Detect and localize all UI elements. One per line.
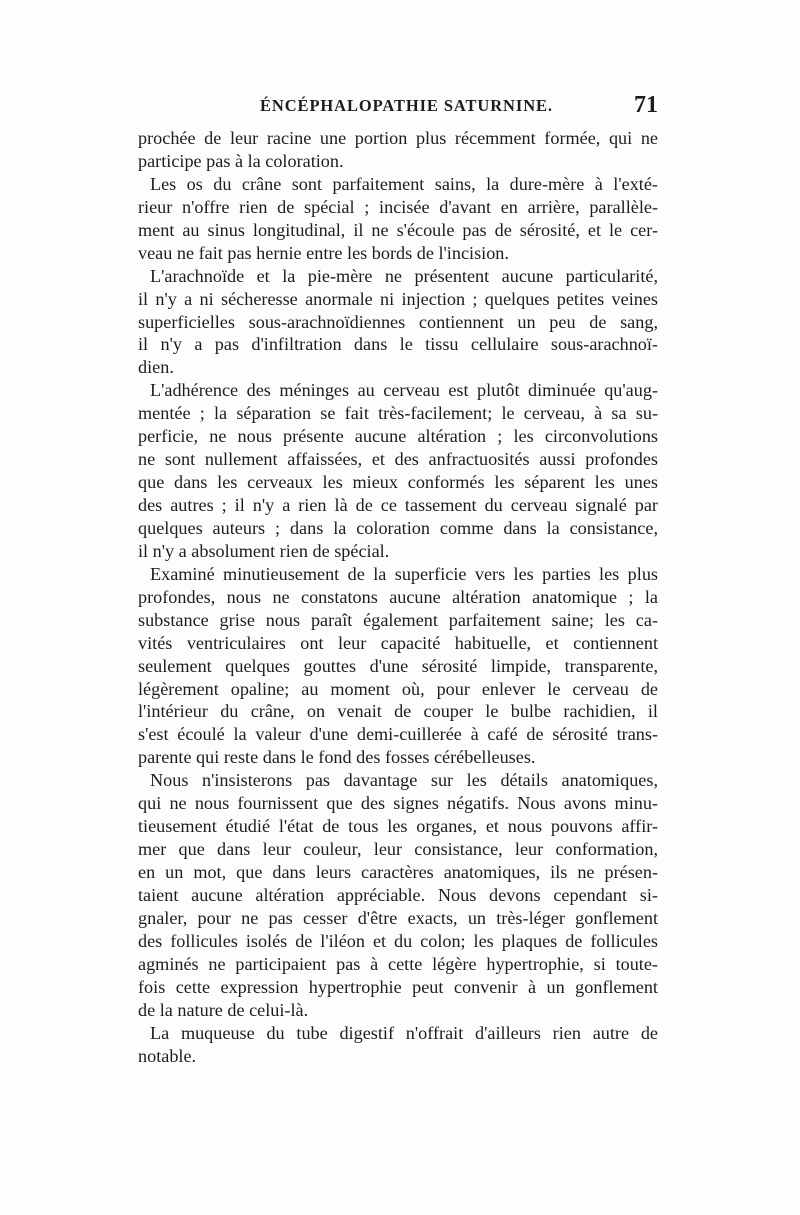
text-line: agminés ne participaient pas à cette légère hypertrophie, si toute- xyxy=(138,953,658,974)
body-text xyxy=(138,127,658,1067)
text-line: des autres ; il n'y a rien là de ce tassement du cerveau signalé par xyxy=(138,495,658,515)
text-line: mentée ; la séparation se fait très-facilement; le cerveau, à sa su- xyxy=(138,403,658,424)
text-line: que dans les cerveaux les mieux conformés les séparent les unes xyxy=(138,472,658,493)
text-line: L'adhérence des méninges au cerveau est plutôt diminuée qu'aug- xyxy=(150,380,658,401)
text-line: substance grise nous paraît également parfaitement saine; les ca- xyxy=(138,609,658,630)
text-line: taient aucune altération appréciable. Nous devons cependant si- xyxy=(138,884,658,905)
text-line: rieur n'offre rien de spécial ; incisée d'avant en arrière, parallèle- xyxy=(138,196,658,217)
text-line: il n'y a absolument rien de spécial. xyxy=(138,540,390,561)
text-line: notable. xyxy=(138,1045,197,1066)
text-line: Examiné minutieusement de la superficie vers les parties les plus xyxy=(150,563,658,584)
text-line: ne sont nullement affaissées, et des anfractuosités aussi profondes xyxy=(138,449,658,470)
text-line: Nous n'insisterons pas davantage sur les détails anatomiques, xyxy=(150,770,658,791)
text-line: La muqueuse du tube digestif n'offrait d'ailleurs rien autre de xyxy=(150,1022,658,1043)
text-line: légèrement opaline; au moment où, pour enlever le cerveau de xyxy=(138,678,658,699)
text-line: tieusement étudié l'état de tous les organes, et nous pouvons affir- xyxy=(138,816,658,837)
text-line: mer que dans leur couleur, leur consistance, leur conformation, xyxy=(138,839,658,860)
text-line: gnaler, pour ne pas cesser d'être exacts, un très-léger gonflement xyxy=(138,907,658,928)
text-line: l'intérieur du crâne, on venait de couper le bulbe rachidien, il xyxy=(138,701,658,722)
text-line: quelques auteurs ; dans la coloration comme dans la consistance, xyxy=(138,517,658,538)
text-line: il n'y a ni sécheresse anormale ni injection ; quelques petites veines xyxy=(138,288,658,309)
text-line: participe pas à la coloration. xyxy=(138,150,344,171)
text-line: s'est écoulé la valeur d'une demi-cuillerée à café de sérosité trans- xyxy=(138,724,658,745)
text-line: parente qui reste dans le fond des fosses cérébelleuses. xyxy=(138,747,536,768)
text-line: ment au sinus longitudinal, il ne s'écoule pas de sérosité, et le cer- xyxy=(138,219,658,240)
text-line: il n'y a pas d'infiltration dans le tissu cellulaire sous-arachnoï- xyxy=(138,334,658,355)
text-line: prochée de leur racine une portion plus récemment formée, qui ne xyxy=(138,128,658,148)
text-line: dien. xyxy=(138,357,174,378)
running-title: ÉNCÉPHALOPATHIE SATURNINE. xyxy=(260,96,553,115)
text-line: fois cette expression hypertrophie peut convenir à un gonflement xyxy=(138,976,658,997)
text-line: veau ne fait pas hernie entre les bords de l'incision. xyxy=(138,242,509,263)
text-line: seulement quelques gouttes d'une sérosité limpide, transparente, xyxy=(138,655,658,676)
text-line: de la nature de celui-là. xyxy=(138,999,309,1020)
text-line: des follicules isolés de l'iléon et du colon; les plaques de follicules xyxy=(138,930,658,951)
text-line: superficielles sous-arachnoïdiennes contiennent un peu de sang, xyxy=(138,311,658,332)
text-line: vités ventriculaires ont leur capacité habituelle, et contiennent xyxy=(138,632,658,653)
text-line: qui ne nous fournissent que des signes négatifs. Nous avons minu- xyxy=(138,793,658,814)
page-header xyxy=(138,92,658,122)
text-line: en un mot, que dans leurs caractères anatomiques, ils ne présen- xyxy=(138,862,658,882)
page-number: 71 xyxy=(634,92,658,118)
text-line: L'arachnoïde et la pie-mère ne présentent aucune particularité, xyxy=(150,265,658,286)
text-line: profondes, nous ne constatons aucune altération anatomique ; la xyxy=(138,586,658,607)
text-line: perficie, ne nous présente aucune altération ; les circonvolutions xyxy=(138,426,658,447)
text-line: Les os du crâne sont parfaitement sains, la dure-mère à l'exté- xyxy=(150,173,658,194)
